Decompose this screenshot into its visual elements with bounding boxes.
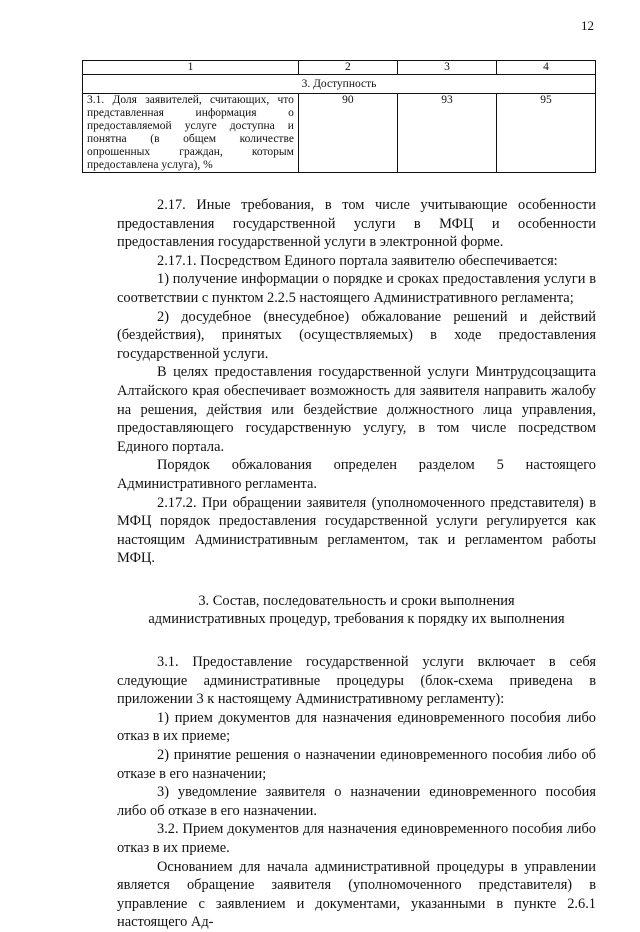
paragraph: 1) получение информации о порядке и сроках предоставления услуги в соответствии с пунктом 2.2.5 настоящего Административного регламента;: [117, 271, 596, 306]
table-header-cell: 2: [298, 61, 397, 75]
section-heading: 3. Состав, последовательность и сроки выполнения административных процедур, требования к порядку их выполнения: [148, 592, 565, 628]
paragraph: Основанием для начала административной процедуры в управлении является обращение заявителя (уполномоченного представителя) в управление с заявлением и документами, указанными в пункте 2.6.1 настоящего Ад-: [117, 858, 596, 931]
table-cell-value: 90: [298, 94, 397, 173]
table-header-cell: 4: [496, 61, 595, 75]
paragraph: 1) прием документов для назначения единовременного пособия либо отказ в их приеме;: [117, 709, 596, 745]
table-row-label: 3.1. Доля заявителей, считающих, что представленная информация о предоставляемой услуге доступна и понятна (в общем количестве опрошенных граждан, которым предоставлена услуга), %: [83, 94, 299, 173]
table-section-row: [83, 75, 596, 94]
paragraph: 3.1. Предоставление государственной услуги включает в себя следующие административные процедуры (блок-схема приведена в приложении 3 к настоящему Административному регламенту):: [117, 654, 596, 708]
paragraph: В целях предоставления государственной услуги Минтрудсоцзащита Алтайского края обеспечивает возможность для заявителя направить жалобу на решения, действия или бездействие должностного лица управления, предоставляющего государственную услугу, в том числе посредством Единого портала.: [117, 364, 596, 455]
document-body: [117, 196, 596, 932]
table-cell-value: 93: [397, 94, 496, 173]
table-section-title: 3. Доступность: [83, 75, 596, 94]
paragraph: 2.17.2. При обращении заявителя (уполномоченного представителя) в МФЦ порядок предоставления государственной услуги регулируется как настоящим Административным регламентом, так и регламентом работы МФЦ.: [117, 494, 596, 567]
paragraph: 2.17. Иные требования, в том числе учитывающие особенности предоставления государственной услуги в МФЦ и особенности предоставления государственной услуги в электронной форме.: [117, 197, 596, 251]
paragraph: 3) уведомление заявителя о назначении единовременного пособия либо об отказе в его назначении.: [117, 784, 596, 819]
table-header-cell: 3: [397, 61, 496, 75]
table-header-row: [83, 61, 596, 75]
table-cell-value: 95: [496, 94, 595, 173]
paragraph: 3.2. Прием документов для назначения единовременного пособия либо отказ в их приеме.: [117, 821, 596, 856]
table-row: [83, 94, 596, 173]
table-header-cell: 1: [83, 61, 299, 75]
paragraph: 2.17.1. Посредством Единого портала заявителю обеспечивается:: [157, 252, 558, 269]
paragraph: 2) принятие решения о назначении единовременного пособия либо об отказе в его назначении;: [117, 747, 596, 782]
paragraph: Порядок обжалования определен разделом 5 настоящего Административного регламента.: [117, 457, 596, 492]
page-number: 12: [581, 18, 594, 33]
paragraph: 2) досудебное (внесудебное) обжалование решений и действий (бездействия), принятых (осуществляемых) в ходе предоставления государственной услуги.: [117, 308, 596, 362]
indicators-table: [82, 60, 596, 173]
